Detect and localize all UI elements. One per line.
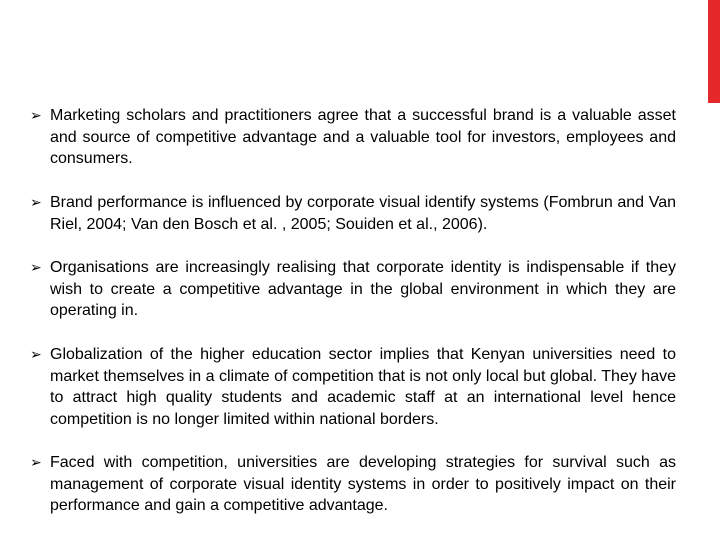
bullet-text-4: Globalization of the higher education sector implies that Kenyan universities need to market themselves in a climate of competition that is not only local but global. They have to attract high quality students and academic staff at an international level hence competition is no longer limited within national borders. [50,346,676,428]
bullet-item-5 [30,452,676,517]
arrow-bullet-icon: ➢ [30,346,42,362]
bullet-item-1 [30,105,676,170]
accent-bar [708,0,720,103]
arrow-bullet-icon: ➢ [30,259,42,275]
bullet-text-1: Marketing scholars and practitioners agree that a successful brand is a valuable asset and source of competitive advantage and a valuable tool for investors, employees and consumers. [50,107,676,167]
bullet-item-4 [30,344,676,430]
arrow-bullet-icon: ➢ [30,107,42,123]
arrow-bullet-icon: ➢ [30,194,42,210]
bullet-text-2: Brand performance is influenced by corporate visual identify systems (Fombrun and Van Riel, 2004; Van den Bosch et al. , 2005; Souiden et al., 2006). [50,194,676,233]
bullet-item-2 [30,192,676,235]
bullet-text-5: Faced with competition, universities are developing strategies for survival such as management of corporate visual identity systems in order to positively impact on their performance and gain a competitive advantage. [50,454,676,514]
bullet-item-3 [30,257,676,322]
bullet-text-3: Organisations are increasingly realising that corporate identity is indispensable if they wish to create a competitive advantage in the global environment in which they are operating in. [50,259,676,319]
arrow-bullet-icon: ➢ [30,454,42,470]
